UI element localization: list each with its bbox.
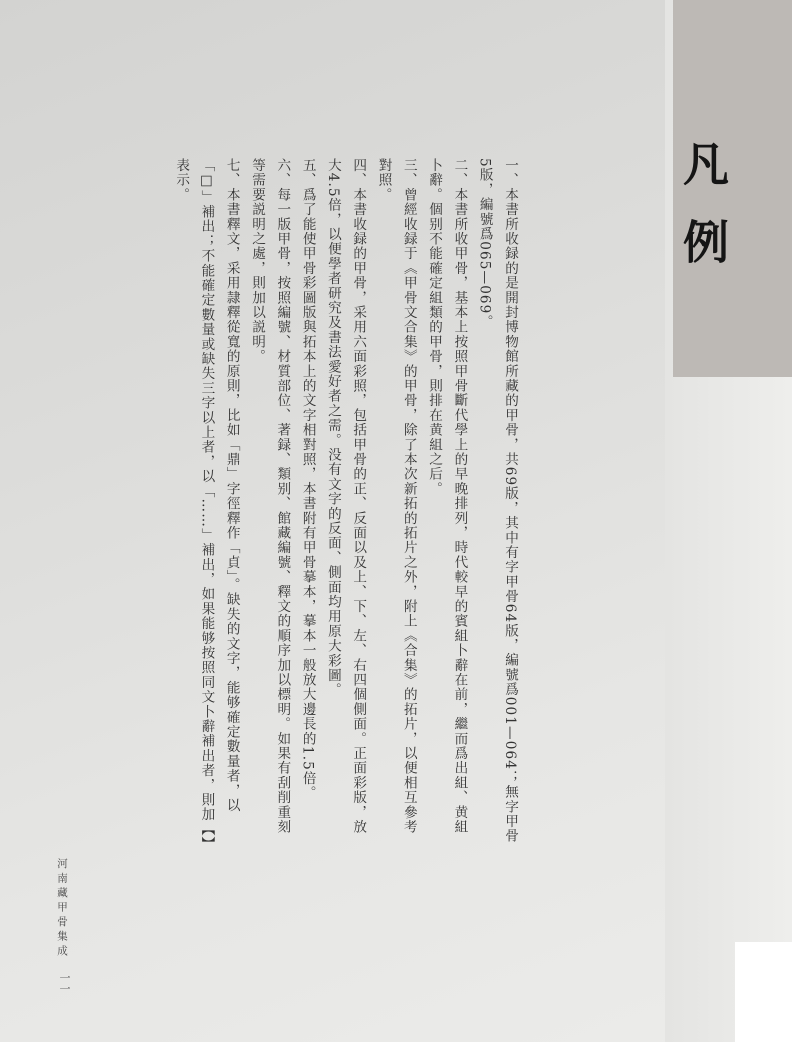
paragraph-6: 六、每一版甲骨，按照編號、材質部位、著録、類别、館藏編號、釋文的順序加以標明。如果有刮削重刻等需要説明之處，則加以説明。 <box>249 158 291 835</box>
page-number: 一一 <box>58 972 71 994</box>
paragraph-1: 一、本書所收録的是開封博物館所藏的甲骨，共69版，其中有字甲骨64版，編號爲001—064；無字甲骨5版，編號爲065—069。 <box>476 158 518 844</box>
section-title: 凡例 <box>676 140 730 296</box>
paragraph-5: 五、爲了能使甲骨彩圖版與拓本上的文字相對照，本書附有甲骨摹本，摹本一般放大邊長的1.5倍。 <box>299 158 316 801</box>
book-title: 河南藏甲骨集成 <box>56 858 68 960</box>
body-text <box>150 158 522 848</box>
page-corner <box>735 942 792 1042</box>
paragraph-3: 三、曾經收録于《甲骨文合集》的甲骨，除了本次新拓的拓片之外，附上《合集》的拓片，以便相互參考對照。 <box>375 158 417 835</box>
paragraph-2: 二、本書所收甲骨，基本上按照甲骨斷代學上的早晚排列，時代較早的賓組卜辭在前，繼而爲出組、黄組卜辭。個别不能確定組類的甲骨，則排在黄組之后。 <box>426 158 468 835</box>
paragraph-4: 四、本書收録的甲骨，采用六面彩照，包括甲骨的正、反面以及上、下、左、右四個側面。正面彩版，放大4.5倍，以便學者研究及書法愛好者之需。没有文字的反面、側面均用原大彩圖。 <box>324 158 367 835</box>
paragraph-7: 七、本書釋文，采用隷釋從寬的原則，比如「鼎」字徑釋作「貞」。缺失的文字，能够確定數量者，以「□」補出；不能確定數量或缺失三字以上者，以「……」補出，如果能够按照同文卜辭補出者，則加【】表示。 <box>173 158 240 845</box>
